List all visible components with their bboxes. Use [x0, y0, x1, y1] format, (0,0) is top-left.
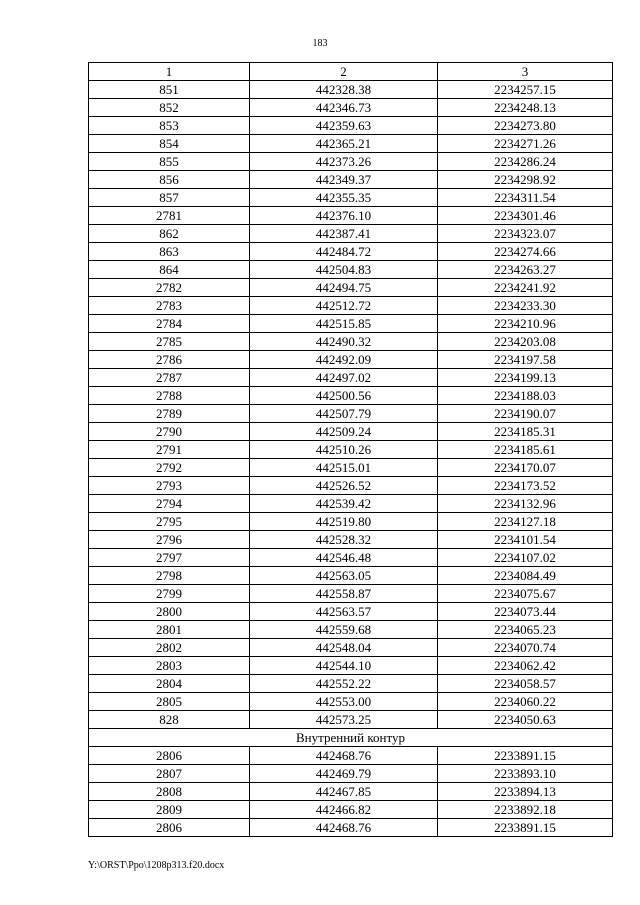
- point-number-cell: 2802: [89, 639, 250, 657]
- x-coordinate-cell: 442507.79: [250, 405, 438, 423]
- point-number-cell: 863: [89, 243, 250, 261]
- y-coordinate-cell: 2234188.03: [438, 387, 613, 405]
- x-coordinate-cell: 442504.83: [250, 261, 438, 279]
- point-number-cell: 851: [89, 81, 250, 99]
- point-number-cell: 2797: [89, 549, 250, 567]
- point-number-cell: 2781: [89, 207, 250, 225]
- x-coordinate-cell: 442497.02: [250, 369, 438, 387]
- x-coordinate-cell: 442468.76: [250, 819, 438, 837]
- y-coordinate-cell: 2234323.07: [438, 225, 613, 243]
- x-coordinate-cell: 442494.75: [250, 279, 438, 297]
- x-coordinate-cell: 442359.63: [250, 117, 438, 135]
- table-row: [89, 675, 613, 693]
- x-coordinate-cell: 442558.87: [250, 585, 438, 603]
- table-row: [89, 819, 613, 837]
- y-coordinate-cell: 2233892.18: [438, 801, 613, 819]
- x-coordinate-cell: 442559.68: [250, 621, 438, 639]
- table-row: [89, 207, 613, 225]
- column-header-3: 3: [438, 63, 613, 81]
- point-number-cell: 862: [89, 225, 250, 243]
- point-number-cell: 2808: [89, 783, 250, 801]
- point-number-cell: 2792: [89, 459, 250, 477]
- table-row: [89, 459, 613, 477]
- point-number-cell: 2803: [89, 657, 250, 675]
- point-number-cell: 2788: [89, 387, 250, 405]
- point-number-cell: 2786: [89, 351, 250, 369]
- point-number-cell: 2783: [89, 297, 250, 315]
- x-coordinate-cell: 442515.01: [250, 459, 438, 477]
- x-coordinate-cell: 442563.05: [250, 567, 438, 585]
- table-row: [89, 369, 613, 387]
- y-coordinate-cell: 2234107.02: [438, 549, 613, 567]
- table-row: [89, 135, 613, 153]
- point-number-cell: 864: [89, 261, 250, 279]
- y-coordinate-cell: 2234199.13: [438, 369, 613, 387]
- y-coordinate-cell: 2234311.54: [438, 189, 613, 207]
- y-coordinate-cell: 2234271.26: [438, 135, 613, 153]
- x-coordinate-cell: 442512.72: [250, 297, 438, 315]
- y-coordinate-cell: 2234185.61: [438, 441, 613, 459]
- point-number-cell: 854: [89, 135, 250, 153]
- y-coordinate-cell: 2234084.49: [438, 567, 613, 585]
- y-coordinate-cell: 2234298.92: [438, 171, 613, 189]
- point-number-cell: 2795: [89, 513, 250, 531]
- x-coordinate-cell: 442546.48: [250, 549, 438, 567]
- table-row: [89, 81, 613, 99]
- point-number-cell: 2784: [89, 315, 250, 333]
- x-coordinate-cell: 442539.42: [250, 495, 438, 513]
- point-number-cell: 2798: [89, 567, 250, 585]
- x-coordinate-cell: 442365.21: [250, 135, 438, 153]
- x-coordinate-cell: 442387.41: [250, 225, 438, 243]
- point-number-cell: 2801: [89, 621, 250, 639]
- y-coordinate-cell: 2234203.08: [438, 333, 613, 351]
- y-coordinate-cell: 2234060.22: [438, 693, 613, 711]
- point-number-cell: 2794: [89, 495, 250, 513]
- point-number-cell: 2782: [89, 279, 250, 297]
- y-coordinate-cell: 2233891.15: [438, 819, 613, 837]
- table-row: [89, 585, 613, 603]
- table-row: [89, 99, 613, 117]
- table-header-row: [89, 63, 613, 81]
- x-coordinate-cell: 442510.26: [250, 441, 438, 459]
- table-row: [89, 297, 613, 315]
- point-number-cell: 2785: [89, 333, 250, 351]
- point-number-cell: 2805: [89, 693, 250, 711]
- x-coordinate-cell: 442467.85: [250, 783, 438, 801]
- x-coordinate-cell: 442490.32: [250, 333, 438, 351]
- y-coordinate-cell: 2234263.27: [438, 261, 613, 279]
- point-number-cell: 2790: [89, 423, 250, 441]
- y-coordinate-cell: 2234127.18: [438, 513, 613, 531]
- point-number-cell: 828: [89, 711, 250, 729]
- y-coordinate-cell: 2234050.63: [438, 711, 613, 729]
- table-row: [89, 603, 613, 621]
- y-coordinate-cell: 2234190.07: [438, 405, 613, 423]
- y-coordinate-cell: 2234185.31: [438, 423, 613, 441]
- table-row: [89, 225, 613, 243]
- y-coordinate-cell: 2234170.07: [438, 459, 613, 477]
- y-coordinate-cell: 2234058.57: [438, 675, 613, 693]
- y-coordinate-cell: 2234070.74: [438, 639, 613, 657]
- x-coordinate-cell: 442466.82: [250, 801, 438, 819]
- y-coordinate-cell: 2234075.67: [438, 585, 613, 603]
- y-coordinate-cell: 2234197.58: [438, 351, 613, 369]
- y-coordinate-cell: 2233894.13: [438, 783, 613, 801]
- column-header-2: 2: [250, 63, 438, 81]
- table-row: [89, 531, 613, 549]
- x-coordinate-cell: 442349.37: [250, 171, 438, 189]
- x-coordinate-cell: 442346.73: [250, 99, 438, 117]
- point-number-cell: 853: [89, 117, 250, 135]
- table-row: [89, 801, 613, 819]
- y-coordinate-cell: 2234233.30: [438, 297, 613, 315]
- table-row: [89, 261, 613, 279]
- page-number: 183: [312, 38, 328, 49]
- table-row: [89, 333, 613, 351]
- table-row: [89, 423, 613, 441]
- table-row: [89, 387, 613, 405]
- table-row: [89, 747, 613, 765]
- table-row: [89, 621, 613, 639]
- y-coordinate-cell: 2233891.15: [438, 747, 613, 765]
- y-coordinate-cell: 2234257.15: [438, 81, 613, 99]
- x-coordinate-cell: 442355.35: [250, 189, 438, 207]
- footer-file-path: Y:\ORST\Ppo\1208p313.f20.docx: [88, 860, 225, 871]
- x-coordinate-cell: 442500.56: [250, 387, 438, 405]
- x-coordinate-cell: 442544.10: [250, 657, 438, 675]
- column-header-1: 1: [89, 63, 250, 81]
- x-coordinate-cell: 442376.10: [250, 207, 438, 225]
- table-row: [89, 657, 613, 675]
- x-coordinate-cell: 442468.76: [250, 747, 438, 765]
- y-coordinate-cell: 2234101.54: [438, 531, 613, 549]
- x-coordinate-cell: 442469.79: [250, 765, 438, 783]
- y-coordinate-cell: 2234173.52: [438, 477, 613, 495]
- y-coordinate-cell: 2234062.42: [438, 657, 613, 675]
- point-number-cell: 2807: [89, 765, 250, 783]
- coordinates-table-body: [89, 63, 613, 837]
- table-row: [89, 171, 613, 189]
- table-row: [89, 549, 613, 567]
- x-coordinate-cell: 442552.22: [250, 675, 438, 693]
- section-row-inner-contour: [89, 729, 613, 747]
- table-row: [89, 189, 613, 207]
- y-coordinate-cell: 2234132.96: [438, 495, 613, 513]
- point-number-cell: 856: [89, 171, 250, 189]
- table-row: [89, 567, 613, 585]
- point-number-cell: 2793: [89, 477, 250, 495]
- point-number-cell: 2806: [89, 819, 250, 837]
- x-coordinate-cell: 442573.25: [250, 711, 438, 729]
- table-row: [89, 243, 613, 261]
- point-number-cell: 2791: [89, 441, 250, 459]
- point-number-cell: 2806: [89, 747, 250, 765]
- table-row: [89, 351, 613, 369]
- table-row: [89, 639, 613, 657]
- point-number-cell: 852: [89, 99, 250, 117]
- y-coordinate-cell: 2234301.46: [438, 207, 613, 225]
- point-number-cell: 2809: [89, 801, 250, 819]
- y-coordinate-cell: 2234241.92: [438, 279, 613, 297]
- point-number-cell: 2787: [89, 369, 250, 387]
- x-coordinate-cell: 442373.26: [250, 153, 438, 171]
- x-coordinate-cell: 442484.72: [250, 243, 438, 261]
- y-coordinate-cell: 2233893.10: [438, 765, 613, 783]
- table-row: [89, 783, 613, 801]
- table-row: [89, 513, 613, 531]
- table-row: [89, 765, 613, 783]
- y-coordinate-cell: 2234248.13: [438, 99, 613, 117]
- x-coordinate-cell: 442548.04: [250, 639, 438, 657]
- table-row: [89, 117, 613, 135]
- x-coordinate-cell: 442509.24: [250, 423, 438, 441]
- y-coordinate-cell: 2234073.44: [438, 603, 613, 621]
- table-row: [89, 495, 613, 513]
- table-row: [89, 279, 613, 297]
- point-number-cell: 2804: [89, 675, 250, 693]
- table-row: [89, 153, 613, 171]
- table-row: [89, 711, 613, 729]
- x-coordinate-cell: 442526.52: [250, 477, 438, 495]
- point-number-cell: 2799: [89, 585, 250, 603]
- x-coordinate-cell: 442328.38: [250, 81, 438, 99]
- table-row: [89, 441, 613, 459]
- x-coordinate-cell: 442528.32: [250, 531, 438, 549]
- x-coordinate-cell: 442563.57: [250, 603, 438, 621]
- x-coordinate-cell: 442519.80: [250, 513, 438, 531]
- coordinates-table: [88, 62, 613, 837]
- table-row: [89, 315, 613, 333]
- point-number-cell: 855: [89, 153, 250, 171]
- point-number-cell: 857: [89, 189, 250, 207]
- y-coordinate-cell: 2234286.24: [438, 153, 613, 171]
- table-row: [89, 405, 613, 423]
- point-number-cell: 2800: [89, 603, 250, 621]
- point-number-cell: 2789: [89, 405, 250, 423]
- x-coordinate-cell: 442515.85: [250, 315, 438, 333]
- y-coordinate-cell: 2234274.66: [438, 243, 613, 261]
- x-coordinate-cell: 442553.00: [250, 693, 438, 711]
- point-number-cell: 2796: [89, 531, 250, 549]
- y-coordinate-cell: 2234065.23: [438, 621, 613, 639]
- y-coordinate-cell: 2234210.96: [438, 315, 613, 333]
- table-row: [89, 477, 613, 495]
- table-row: [89, 693, 613, 711]
- x-coordinate-cell: 442492.09: [250, 351, 438, 369]
- y-coordinate-cell: 2234273.80: [438, 117, 613, 135]
- section-label: Внутренний контур: [89, 729, 613, 747]
